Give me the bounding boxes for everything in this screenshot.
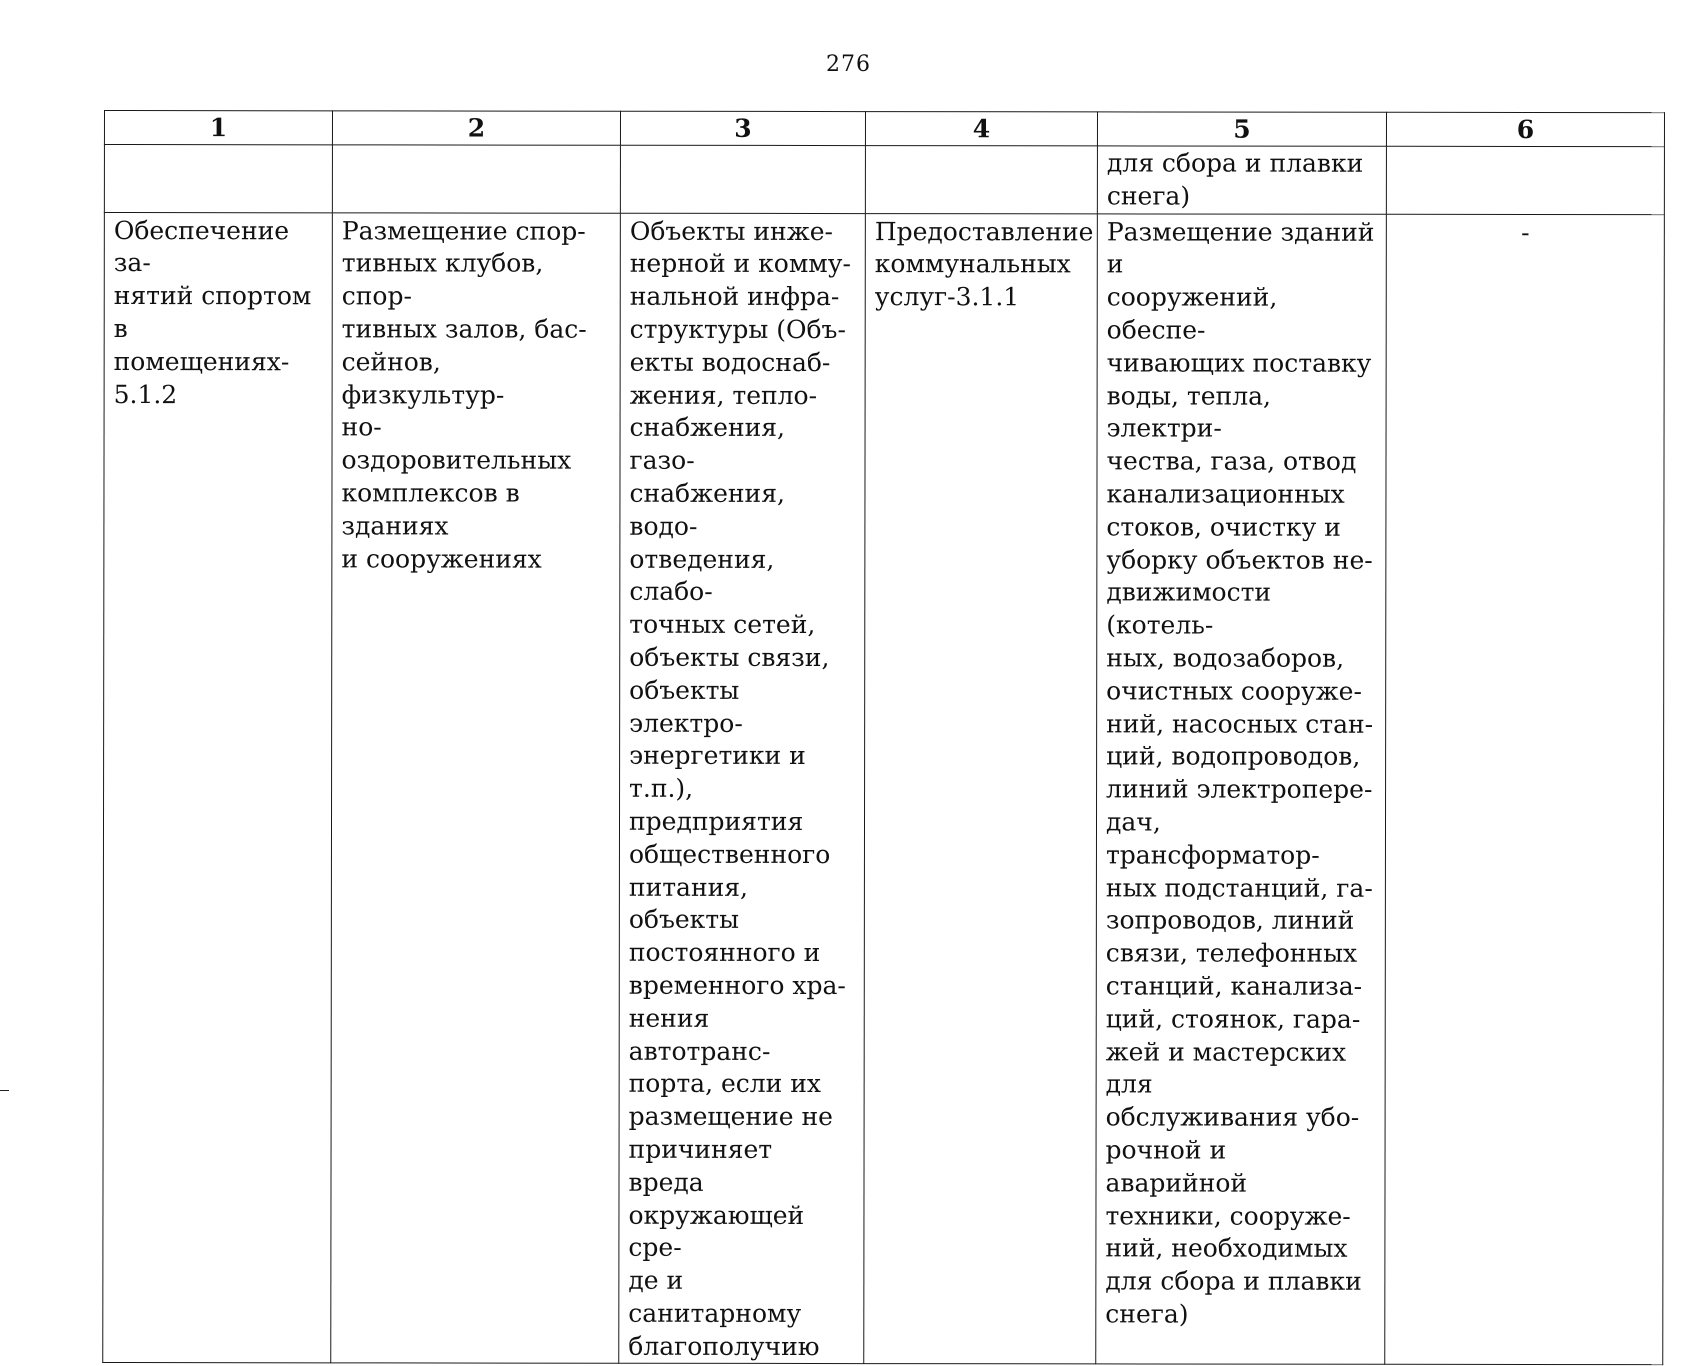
cell-activity-type: Обеспечение за- нятий спортом в помещениях- 5.1.2 [103,212,333,1363]
cell-permitted-objects: Объекты инже- нерной и комму- нальной инфра- структуры (Объ- екты водоснаб- жения, тепло- снабжения, газо- снабжения, водо- отведения, слабо- точных сетей, объекты связи, объекты электро- энергетики и т.п.), предприятия общественного питания, объекты постоянного и временного хра- нения автотранс- порта, если их размещение не причиняет вреда окружающей сре- де и санитарному благополучию [619,213,866,1364]
cell-auxiliary-type: Предоставление коммунальных услуг-3.1.1 [864,213,1098,1364]
table-cell [620,145,865,213]
cell-activity-description: Размещение спор- тивных клубов, спор- тивных залов, бас- сейнов, физкультур- но-оздоровительных комплексов в зданиях и сооружениях [331,212,621,1363]
header-cell-2: 2 [332,111,620,145]
cell-column-6: - [1385,214,1665,1365]
table-header-row [104,111,1664,147]
header-cell-3: 3 [620,111,865,145]
table-cell [1386,146,1664,214]
page-number: 276 [826,52,871,77]
table-row [103,212,1665,1365]
header-cell-4: 4 [865,112,1097,146]
table-cell: для сбора и плавки снега) [1097,146,1386,214]
table-cell [332,145,620,213]
header-cell-6: 6 [1386,112,1664,146]
header-cell-5: 5 [1097,112,1386,146]
cell-auxiliary-description: Размещение зданий и сооружений, обеспе- чивающих поставку воды, тепла, электри- чества, газа, отвод канализационных стоков, очистку и уборку объектов не- движимости (котель- ных, водозаборов, очистных сооруже- ний, насосных стан- ций, водопроводов, линий электропере- дач, трансформатор- ных подстанций, га- зопроводов, линий связи, телефонных станций, канализа- ций, стоянок, гара- жей и мастерских для обслуживания убо- рочной и аварийной техники, сооруже- ний, необходимых для сбора и плавки снега) [1096,213,1387,1364]
table-cell [104,145,332,213]
regulations-table [102,110,1665,1366]
table-row-continuation [104,145,1664,215]
header-cell-1: 1 [104,111,332,145]
margin-mark [0,1090,9,1091]
table-cell [865,146,1097,214]
